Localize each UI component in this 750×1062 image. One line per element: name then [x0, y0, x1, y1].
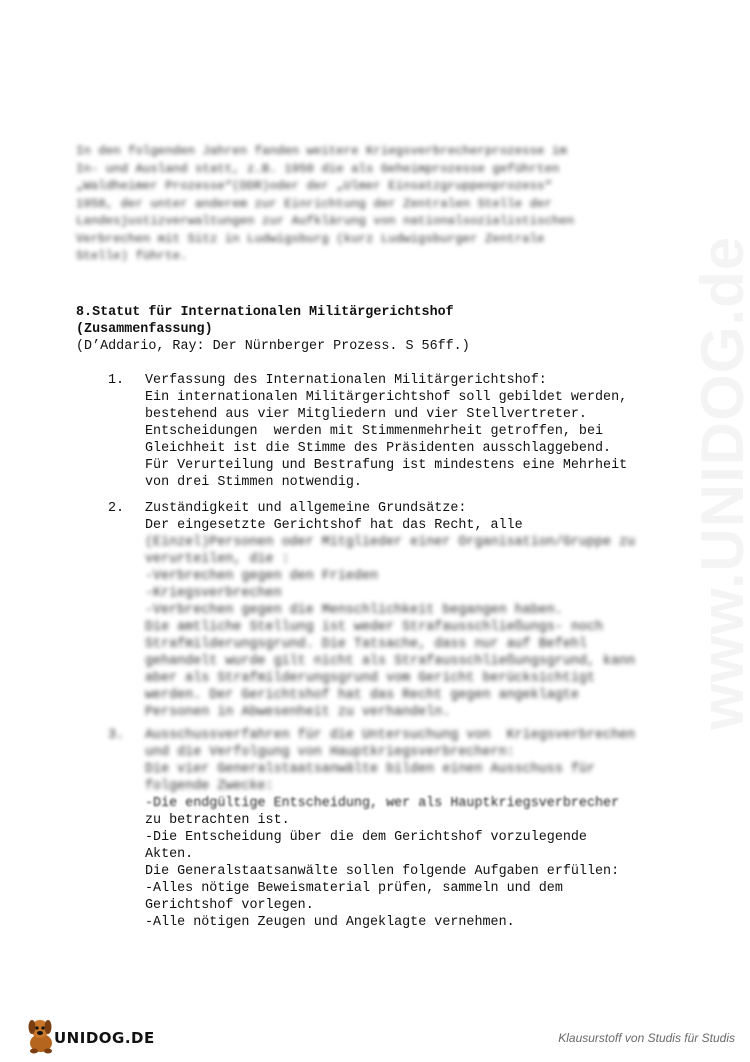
text-line: Personen in Abwesenheit zu verhandeln. — [145, 705, 451, 720]
text-line: (Einzel)Personen oder Mitglieder einer Organisation/Gruppe zu — [145, 535, 636, 550]
text-line: Die Generalstaatsanwälte sollen folgende Aufgaben erfüllen: — [145, 864, 620, 879]
text-line: folgende Zwecke: — [145, 779, 274, 794]
unidog-logo — [24, 1015, 154, 1055]
text-line: Die amtliche Stellung ist weder Strafausschließungs- noch — [145, 620, 604, 635]
text-line: -Die Entscheidung über die dem Gerichtshof vorzulegende — [145, 830, 587, 845]
text-line: 1958, der unter anderem zur Einrichtung der Zentralen Stelle der — [76, 196, 552, 211]
text-line: Der eingesetzte Gerichtshof hat das Recht, alle — [145, 518, 523, 533]
text-line: Ein internationalen Militärgerichtshof soll gebildet werden, — [145, 390, 628, 405]
item-body — [145, 727, 705, 931]
text-line: zu betrachten ist. — [145, 813, 290, 828]
text-line: -Alles nötige Beweismaterial prüfen, sammeln und dem — [145, 881, 563, 896]
text-line: Die vier Generalstaatsanwälte bilden einen Ausschuss für — [145, 762, 595, 777]
item-body — [145, 500, 705, 721]
item-body — [145, 372, 705, 491]
text-line: und die Verfolgung von Hauptkriegsverbrechern: — [145, 745, 515, 760]
text-line: „Waldheimer Prozesse“(DDR)oder der „Ulmer Einsatzgruppenprozess“ — [76, 179, 552, 193]
text-line: Strafmilderungsgrund. Die Tatsache, dass nur auf Befehl — [145, 637, 587, 652]
source-citation: (D’Addario, Ray: Der Nürnberger Prozess. S 56ff.) — [76, 339, 470, 354]
footer-tagline: Klausurstoff von Studis für Studis — [558, 1031, 735, 1045]
text-line: bestehend aus vier Mitgliedern und vier Stellvertreter. — [145, 407, 587, 422]
heading-line: 8.Statut für Internationalen Militärgerichtshof — [76, 305, 454, 320]
text-line: Landesjustizverwaltungen zur Aufklärung von nationalsozialistischen — [76, 214, 575, 228]
item-number: 3. — [108, 728, 125, 743]
text-line: gehandelt wurde gilt nicht als Strafausschließungsgrund, kann — [145, 654, 636, 669]
text-line: Verfassung des Internationalen Militärgerichtshof: — [145, 373, 547, 388]
text-line: Entscheidungen werden mit Stimmenmehrheit getroffen, bei — [145, 424, 604, 439]
intro-paragraph — [76, 143, 676, 266]
item-number: 2. — [108, 501, 125, 516]
item-number: 1. — [108, 373, 125, 388]
text-line: Akten. — [145, 847, 194, 862]
text-line: verurteilen, die : — [145, 552, 290, 567]
text-line: In den folgenden Jahren fanden weitere Kriegsverbrecherprozesse im — [76, 144, 567, 158]
text-line: werden. Der Gerichtshof hat das Recht gegen angeklagte — [145, 688, 579, 703]
text-line: Verbrechen mit Sitz in Ludwigsburg (kurz Ludwigsburger Zentrale — [76, 231, 545, 246]
text-line: aber als Strafmilderungsgrund vom Gericht berücksichtigt — [145, 671, 595, 686]
logo-text: UNIDOG.DE — [54, 1029, 155, 1047]
text-line: Für Verurteilung und Bestrafung ist mindestens eine Mehrheit — [145, 458, 628, 473]
section-heading — [76, 304, 454, 338]
text-line: Gleichheit ist die Stimme des Präsidenten ausschlaggebend. — [145, 441, 612, 456]
text-line: -Verbrechen gegen den Frieden — [145, 569, 379, 584]
heading-line: (Zusammenfassung) — [76, 322, 213, 337]
text-line: Ausschussverfahren für die Untersuchung von Kriegsverbrechen — [145, 728, 636, 743]
text-line: Stelle) führte. — [76, 249, 188, 263]
text-line: Zuständigkeit und allgemeine Grundsätze: — [145, 501, 467, 516]
text-line: Gerichtshof vorlegen. — [145, 898, 314, 913]
text-line: -Die endgültige Entscheidung, wer als Hauptkriegsverbrecher — [145, 796, 620, 811]
dog-icon — [24, 1017, 58, 1055]
text-line: -Verbrechen gegen die Menschlichkeit begangen haben. — [145, 603, 563, 618]
text-line: In- und Ausland statt, z.B. 1950 die als Geheimprozesse geführten — [76, 161, 560, 176]
text-line: von drei Stimmen notwendig. — [145, 475, 362, 490]
text-line: -Kriegsverbrechen — [145, 586, 282, 601]
text-line: -Alle nötigen Zeugen und Angeklagte vernehmen. — [145, 915, 515, 930]
